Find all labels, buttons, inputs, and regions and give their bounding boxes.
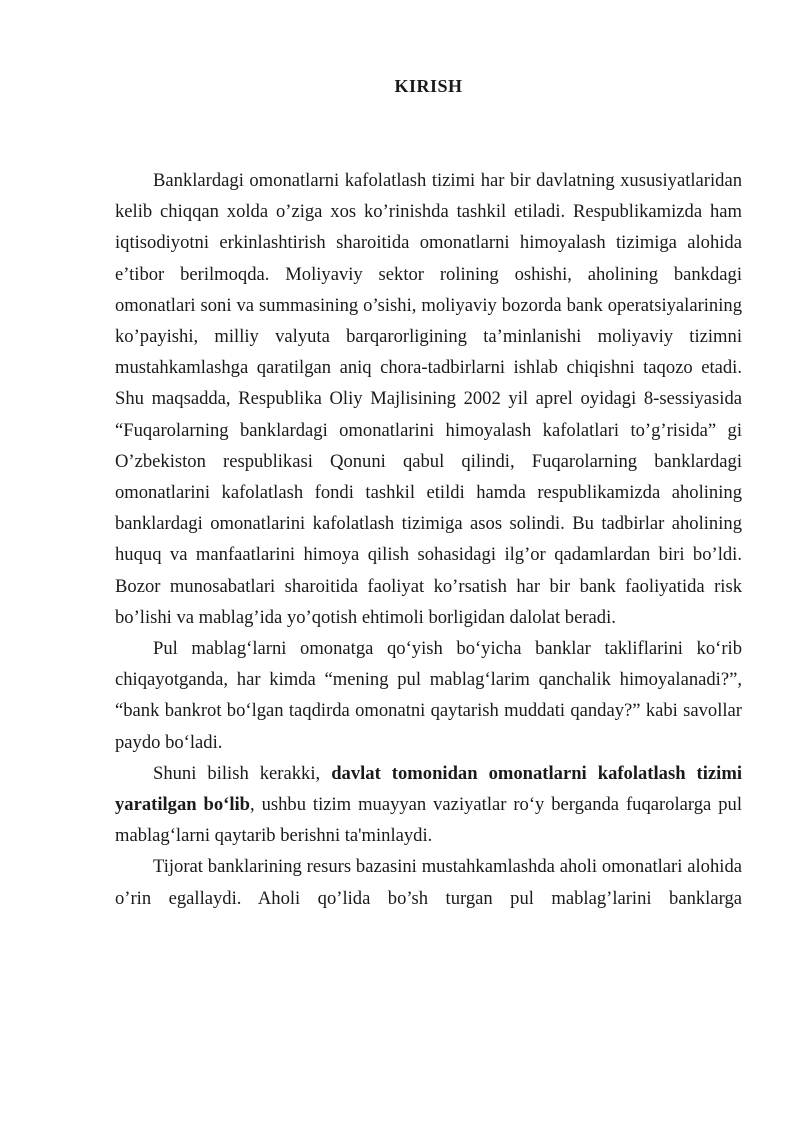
paragraph-3-text-end: , ushbu tizim muayyan vaziyatlar ro‘y berganda fuqarolarga pul mablag‘larni qaytarib berishni ta'minlaydi. [115,794,742,847]
document-body [115,165,742,914]
paragraph-3 [115,758,742,852]
paragraph-4 [115,851,742,913]
paragraph-3-bold-emphasis: davlat tomonidan omonatlarni kafolatlash tizimi yaratilgan bo‘lib [115,762,742,816]
paragraph-1-text: Banklardagi omonatlarni kafolatlash tizimi har bir davlatning xususiyatlaridan kelib chiqqan xolda o’ziga xos ko’rinishda tashkil etiladi. Respublikamizda ham iqtisodiyotni erkinlashtirish sharoitida omonatlarni himoyalash tizimiga alohida e’tibor berilmoqda. Moliyaviy sektor rolining oshishi, aholining bankdagi omonatlari soni va summasining o’sishi, moliyaviy bozorda bank operatsiyalarining ko’payishi, milliy valyuta barqarorligining ta’minlanishi moliyaviy tizimni mustahkamlashga qaratilgan aniq chora-tadbirlarni ishlab chiqishni taqozo etadi. Shu maqsadda, Respublika Oliy Majlisining 2002 yil aprel oyidagi 8-sessiyasida “Fuqarolarning banklardagi omonatlarini himoyalash kafolatlari to’g’risida” gi O’zbekiston respublikasi Qonuni qabul qilindi, Fuqarolarning banklardagi omonatlarini kafolatlash fondi tashkil etildi hamda respublikamizda aholining banklardagi omonatlarini kafolatlash tizimiga asos solindi. Bu tadbirlar aholining huquq va manfaatlarini himoya qilish sohasidagi ilg’or qadamlardan biri bo’ldi. Bozor munosabatlari sharoitida faoliyat ko’rsatish har bir bank faoliyatida risk bo’lishi va mablag’ida yo’qotish ehtimoli borligidan dalolat beradi. [115,170,742,628]
paragraph-2-text: Pul mablag‘larni omonatga qo‘yish bo‘yicha banklar takliflarini ko‘rib chiqayotganda, har kimda “mening pul mablag‘larim qanchalik himoyalanadi?”, “bank bankrot bo‘lgan taqdirda omonatni qaytarish muddati qanday?” kabi savollar paydo bo‘ladi. [115,638,742,753]
paragraph-4-text: Tijorat banklarining resurs bazasini mustahkamlashda aholi omonatlari alohida o’rin egallaydi. Aholi qo’lida bo’sh turgan pul mablag’larini banklarga [115,856,742,909]
page-title: KIRISH [394,76,463,96]
paragraph-2 [115,633,742,758]
paragraph-1 [115,165,742,633]
paragraph-3-text-start: Shuni bilish kerakki, [153,762,332,784]
